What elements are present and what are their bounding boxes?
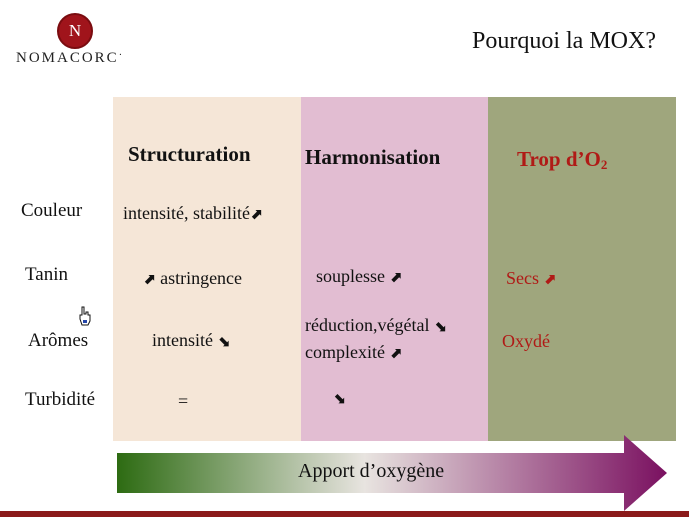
cell-turbidite-structuration: =	[178, 391, 189, 411]
row-label-turbidite: Turbidité	[25, 389, 96, 410]
cell-aromes-harmonisation-1	[305, 315, 447, 336]
hand-cursor-icon	[78, 306, 92, 326]
cell-tanin-structuration	[143, 268, 242, 289]
header-trop-o2	[517, 147, 607, 173]
arrow-up-icon: ⬈	[543, 270, 557, 288]
cell-tanin-harmonisation	[316, 266, 402, 287]
logo-name: NOMACORC	[16, 50, 119, 66]
cell-text: souplesse	[316, 266, 385, 286]
logo-mark: ·	[118, 50, 125, 61]
cell-text: réduction,végétal	[305, 315, 430, 335]
header-structuration: Structuration	[128, 142, 251, 166]
arrow-up-icon: ⬈	[249, 205, 263, 223]
cell-aromes-trop: Oxydé	[502, 331, 550, 351]
arrow-down-icon: ⬊	[217, 332, 231, 350]
row-label-tanin: Tanin	[25, 264, 68, 285]
header-trop-text: Trop d’O	[517, 147, 601, 171]
flow-label: Apport d’oxygène	[298, 460, 445, 482]
arrow-up-icon: ⬈	[389, 268, 403, 286]
cell-couleur-structuration	[123, 203, 263, 224]
cell-text: Secs	[506, 268, 539, 288]
header-trop-sub: 2	[600, 157, 608, 172]
header-harmonisation: Harmonisation	[305, 145, 441, 169]
cell-tanin-trop	[506, 268, 556, 289]
nomacorc-logo-text	[16, 50, 124, 67]
cell-aromes-harmonisation-2	[305, 342, 402, 363]
slide-title: Pourquoi la MOX?	[472, 28, 656, 54]
arrow-up-icon: ⬈	[143, 270, 156, 288]
arrow-down-icon: ⬊	[433, 317, 447, 335]
nomacorc-logo-mark	[57, 13, 93, 49]
arrow-up-icon: ⬈	[389, 344, 403, 362]
cell-text: intensité	[152, 330, 213, 350]
row-label-aromes: Arômes	[28, 330, 89, 351]
cell-text: intensité, stabilité	[123, 203, 250, 223]
bottom-bar	[0, 511, 689, 517]
cell-turbidite-harmonisation	[333, 387, 346, 408]
row-label-couleur: Couleur	[21, 200, 83, 221]
cell-text: astringence	[160, 268, 243, 288]
cell-text: complexité	[305, 342, 385, 362]
logo-letter: N	[68, 21, 82, 40]
cell-aromes-structuration	[152, 330, 230, 351]
arrow-down-icon: ⬊	[333, 389, 346, 407]
